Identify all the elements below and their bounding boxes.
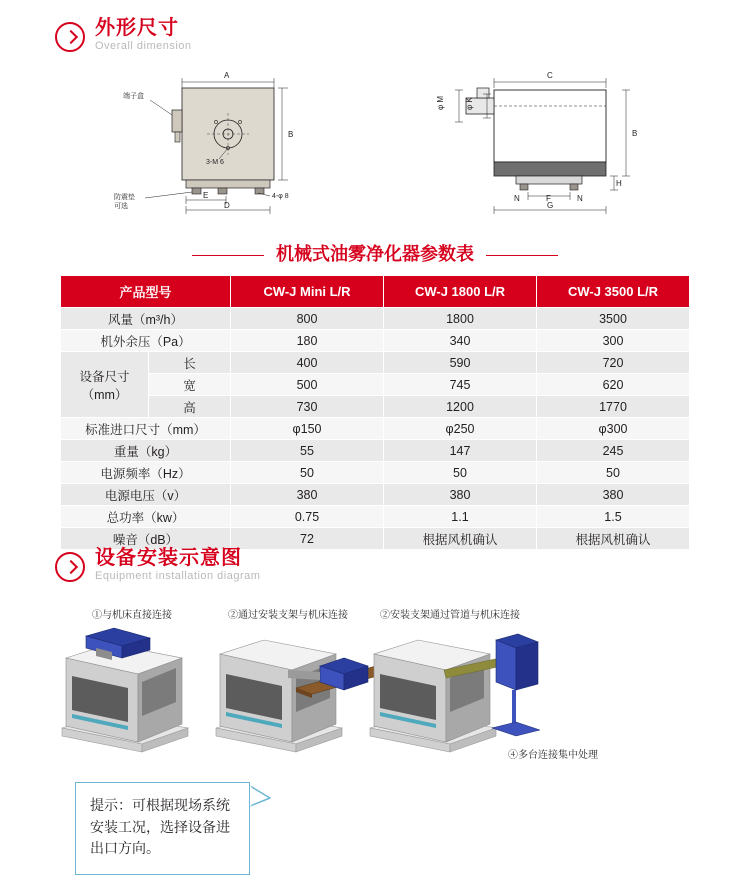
overall-dimension-drawings bbox=[0, 60, 750, 230]
row-value: 180 bbox=[231, 330, 384, 352]
row-value: 340 bbox=[384, 330, 537, 352]
svg-text:防震垫: 防震垫 bbox=[114, 194, 135, 201]
table-header-1800: CW-J 1800 L/R bbox=[384, 276, 537, 308]
installation-diagrams bbox=[0, 596, 750, 771]
section-header-installation-diagram bbox=[55, 548, 260, 583]
section-title-en: Overall dimension bbox=[95, 40, 192, 52]
dimension-drawing-svg bbox=[0, 60, 750, 235]
row-label: 电源频率（Hz） bbox=[61, 462, 231, 484]
row-value: 400 bbox=[231, 352, 384, 374]
row-label: 风量（m³/h） bbox=[61, 308, 231, 330]
diagram-caption-3: ②安装支架通过管道与机床连接 bbox=[380, 610, 520, 621]
row-value: 730 bbox=[231, 396, 384, 418]
row-value: 745 bbox=[384, 374, 537, 396]
svg-text:φ K: φ K bbox=[465, 97, 474, 110]
svg-text:φ M: φ M bbox=[436, 95, 445, 110]
row-label: 标准进口尺寸（mm） bbox=[61, 418, 231, 440]
row-value: 1800 bbox=[384, 308, 537, 330]
table-row bbox=[61, 418, 690, 440]
row-label: 电源电压（v） bbox=[61, 484, 231, 506]
diagram-caption-4: ④多台连接集中处理 bbox=[508, 750, 598, 761]
section-title-en: Equipment installation diagram bbox=[95, 570, 261, 582]
diagram-caption-1: ①与机床直接连接 bbox=[92, 610, 172, 621]
tip-line-2: 安装工况，选择设备进 bbox=[90, 818, 230, 835]
spec-table bbox=[60, 275, 690, 550]
row-label: 噪音（dB） bbox=[61, 528, 231, 550]
row-value: 620 bbox=[537, 374, 690, 396]
row-value: 800 bbox=[231, 308, 384, 330]
spec-table-title-text: 机械式油雾净化器参数表 bbox=[276, 244, 474, 264]
row-value: 380 bbox=[384, 484, 537, 506]
row-value: 72 bbox=[231, 528, 384, 550]
table-row bbox=[61, 374, 690, 396]
row-value: φ250 bbox=[384, 418, 537, 440]
table-row bbox=[61, 484, 690, 506]
svg-text:端子盒: 端子盒 bbox=[123, 93, 144, 100]
table-row bbox=[61, 330, 690, 352]
svg-text:F: F bbox=[546, 194, 551, 203]
row-label: 重量（kg） bbox=[61, 440, 231, 462]
row-value: 1200 bbox=[384, 396, 537, 418]
row-value: 根据风机确认 bbox=[384, 528, 537, 550]
row-value: 720 bbox=[537, 352, 690, 374]
row-value: 147 bbox=[384, 440, 537, 462]
svg-text:G: G bbox=[547, 201, 554, 210]
tip-line-1: 提示：可根据现场系统 bbox=[90, 797, 230, 813]
installation-diagram-svg bbox=[0, 596, 750, 771]
row-value: 1.5 bbox=[537, 506, 690, 528]
row-value: 50 bbox=[384, 462, 537, 484]
section-title-cn: 设备安装示意图 bbox=[95, 547, 242, 569]
svg-text:4-φ 8: 4-φ 8 bbox=[272, 193, 289, 200]
table-row bbox=[61, 462, 690, 484]
row-value: φ300 bbox=[537, 418, 690, 440]
row-value: 50 bbox=[231, 462, 384, 484]
diagram-caption-2: ②通过安装支架与机床连接 bbox=[228, 610, 348, 621]
svg-text:B: B bbox=[632, 129, 638, 138]
row-value: 1770 bbox=[537, 396, 690, 418]
row-value: 3500 bbox=[537, 308, 690, 330]
row-sub-label: 长 bbox=[149, 352, 231, 374]
table-header-row bbox=[61, 276, 690, 308]
row-sub-label: 宽 bbox=[149, 374, 231, 396]
title-rule-left bbox=[192, 255, 264, 256]
table-row bbox=[61, 396, 690, 418]
svg-text:D: D bbox=[224, 201, 230, 210]
row-value: 380 bbox=[231, 484, 384, 506]
svg-text:可选: 可选 bbox=[114, 203, 128, 210]
row-value: 590 bbox=[384, 352, 537, 374]
table-row bbox=[61, 308, 690, 330]
row-value: 0.75 bbox=[231, 506, 384, 528]
row-label: 机外余压（Pa） bbox=[61, 330, 231, 352]
section-title-cn: 外形尺寸 bbox=[95, 17, 179, 39]
spec-table-title bbox=[0, 240, 750, 266]
svg-text:C: C bbox=[547, 71, 553, 80]
table-row bbox=[61, 440, 690, 462]
svg-text:B: B bbox=[288, 130, 294, 139]
row-value: 根据风机确认 bbox=[537, 528, 690, 550]
svg-text:3-M 6: 3-M 6 bbox=[206, 159, 224, 166]
row-value: φ150 bbox=[231, 418, 384, 440]
row-value: 380 bbox=[537, 484, 690, 506]
chevron-right-icon bbox=[55, 22, 85, 52]
row-value: 300 bbox=[537, 330, 690, 352]
svg-text:E: E bbox=[203, 191, 209, 200]
table-row bbox=[61, 352, 690, 374]
row-label: 总功率（kw） bbox=[61, 506, 231, 528]
svg-text:H: H bbox=[616, 179, 622, 188]
row-sub-label: 高 bbox=[149, 396, 231, 418]
title-rule-right bbox=[486, 255, 558, 256]
table-row bbox=[61, 506, 690, 528]
tip-line-3: 出口方向。 bbox=[90, 840, 160, 857]
tip-box bbox=[75, 782, 250, 875]
section-header-overall-dimension bbox=[55, 18, 192, 53]
row-value: 245 bbox=[537, 440, 690, 462]
svg-text:N: N bbox=[514, 194, 520, 203]
row-group-label: 设备尺寸 （mm） bbox=[61, 352, 149, 418]
row-value: 55 bbox=[231, 440, 384, 462]
table-header-mini: CW-J Mini L/R bbox=[231, 276, 384, 308]
table-header-model: 产品型号 bbox=[61, 276, 231, 308]
chevron-right-icon bbox=[55, 552, 85, 582]
row-value: 500 bbox=[231, 374, 384, 396]
svg-text:A: A bbox=[224, 71, 230, 80]
row-value: 50 bbox=[537, 462, 690, 484]
table-header-3500: CW-J 3500 L/R bbox=[537, 276, 690, 308]
row-value: 1.1 bbox=[384, 506, 537, 528]
svg-text:N: N bbox=[577, 194, 583, 203]
